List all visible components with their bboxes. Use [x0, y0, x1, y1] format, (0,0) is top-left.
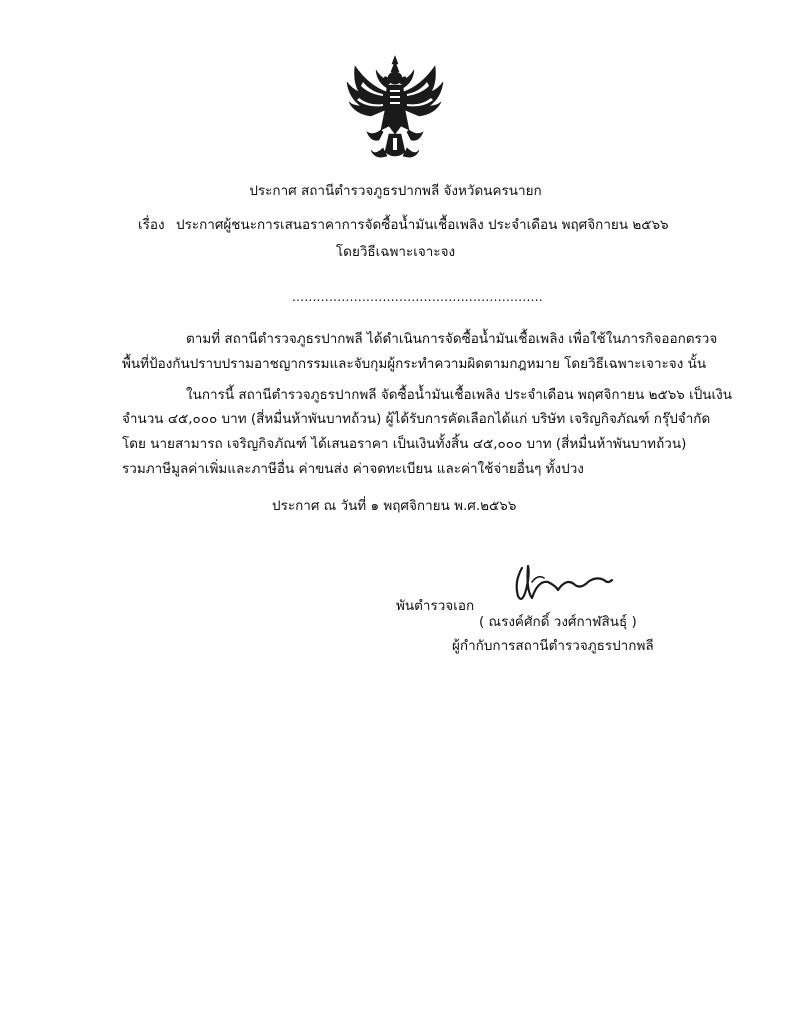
procurement-method: โดยวิธีเฉพาะเจาะจง — [335, 244, 456, 260]
paragraph-1-line-1: ตามที่ สถานีตำรวจภูธรปากพลี ได้ดำเนินการจัดซื้อน้ำมันเชื้อเพลิง เพื่อใช้ในภารกิจออกตรวจ — [186, 331, 718, 347]
signer-name: ( ณรงค์ศักดิ์ วงศ์กาฬสินธุ์ ) — [479, 614, 637, 630]
paragraph-2-line-1: ในการนี้ สถานีตำรวจภูธรปากพลี จัดซื้อน้ำมันเชื้อเพลิง ประจำเดือน พฤศจิกายน ๒๕๖๖ เป็นเงิน — [186, 387, 732, 403]
garuda-emblem-icon — [343, 52, 447, 164]
paragraph-2-line-4: รวมภาษีมูลค่าเพิ่มและภาษีอื่น ค่าขนส่ง ค่าจดทะเบียน และค่าใช้จ่ายอื่นๆ ทั้งปวง — [122, 461, 584, 477]
handwritten-signature — [508, 560, 618, 610]
subject-text: ประกาศผู้ชนะการเสนอราคาการจัดซื้อน้ำมันเชื้อเพลิง ประจำเดือน พฤศจิกายน ๒๕๖๖ — [176, 217, 669, 233]
separator-dots: ............................................................. — [292, 290, 543, 304]
paragraph-2-line-2: จำนวน ๔๕,๐๐๐ บาท (สี่หมื่นห้าพันบาทถ้วน) ผู้ได้รับการคัดเลือกได้แก่ บริษัท เจริญกิจภัณฑ์ กรุ๊ปจำกัด — [122, 411, 711, 427]
announcement-date: ประกาศ ณ วันที่ ๑ พฤศจิกายน พ.ศ.๒๕๖๖ — [272, 498, 517, 514]
issuer-heading: ประกาศ สถานีตำรวจภูธรปากพลี จังหวัดนครนายก — [249, 183, 542, 199]
subject-label: เรื่อง — [138, 217, 165, 233]
paragraph-1-line-2: พื้นที่ป้องกันปราบปรามอาชญากรรมและจับกุมผู้กระทำความผิดตามกฎหมาย โดยวิธีเฉพาะเจาะจง นั้น — [122, 356, 707, 372]
paragraph-2-line-3: โดย นายสามารถ เจริญกิจภัณฑ์ ได้เสนอราคา เป็นเงินทั้งสิ้น ๔๕,๐๐๐ บาท (สี่หมื่นห้าพันบาทถ้วน) — [122, 436, 687, 452]
signer-rank: พันตำรวจเอก — [396, 598, 475, 614]
signer-position: ผู้กำกับการสถานีตำรวจภูธรปากพลี — [452, 638, 654, 654]
